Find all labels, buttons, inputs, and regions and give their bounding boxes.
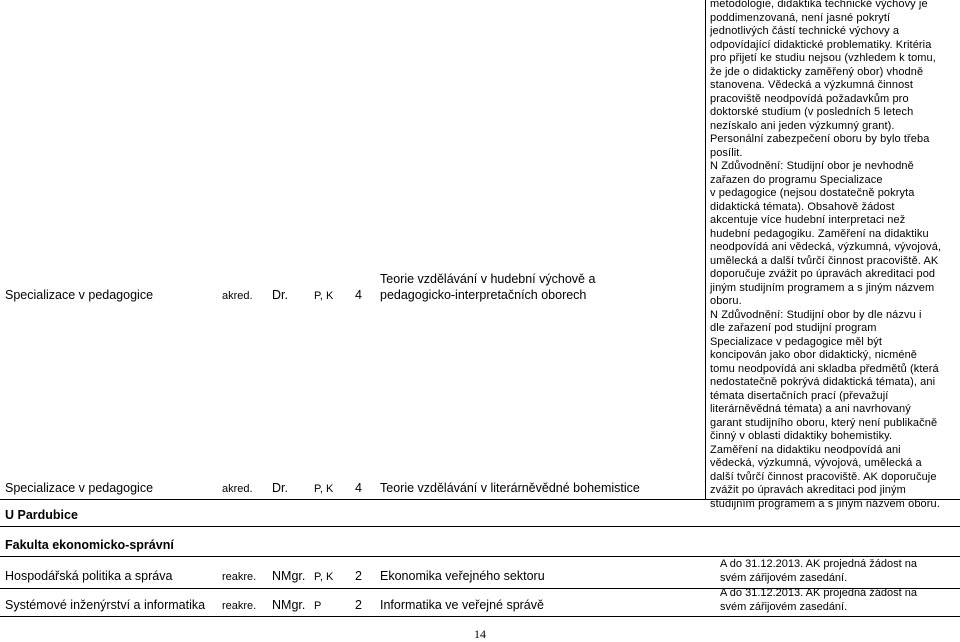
note-line: studijním programem a s jiným názvem oboru. bbox=[710, 497, 940, 510]
note-line: didaktická témata). Obsahově žádost bbox=[710, 200, 895, 213]
page-number: 14 bbox=[474, 627, 486, 641]
note-line: Zaměření na didaktiku neodpovídá ani bbox=[710, 443, 901, 456]
note-line: v pedagogice (nejsou dostatečně pokryta bbox=[710, 187, 915, 199]
note-line: posílit. bbox=[710, 146, 743, 159]
program-name: Specializace v pedagogice bbox=[5, 288, 154, 302]
akreditace-type: akred. bbox=[222, 483, 253, 495]
note-line: doktorské studium (v posledních 5 letech bbox=[710, 106, 914, 118]
akreditace-type: akred. bbox=[222, 290, 253, 302]
note-line: tomu neodpovídá ani skladba předmětů (která bbox=[710, 362, 939, 375]
note-line: odpovídající didaktické problematiky. Kritéria bbox=[710, 38, 932, 51]
note-line: nezískalo ani jeden výzkumný grant). bbox=[710, 119, 895, 132]
study-form: P, K bbox=[314, 483, 334, 495]
note-line: garant studijního oboru, který není publikačně bbox=[710, 416, 938, 429]
note-line: A do 31.12.2013. AK projedná žádost na bbox=[720, 587, 917, 599]
note-line: zvážit po úpravách akreditaci pod jiným bbox=[710, 484, 906, 496]
note-line: pro přijetí ke studiu nejsou (vzhledem k tomu, bbox=[710, 52, 936, 64]
note-line: že jde o didakticky zaměřený obor) vhodně bbox=[710, 65, 924, 78]
note-line: A do 31.12.2013. AK projedná žádost na bbox=[720, 558, 917, 570]
degree-type: NMgr. bbox=[272, 598, 306, 612]
note-line: témata disertačních prací (převažují bbox=[710, 389, 889, 402]
note-line: jednotlivých částí technické výchovy a bbox=[710, 25, 900, 37]
note-line: poddimenzovaná, není jasné pokrytí bbox=[710, 11, 891, 24]
note-line: metodologie, didaktika technické výchovy je bbox=[710, 0, 928, 10]
note-line: dle zařazení pod studijní program bbox=[710, 322, 877, 334]
study-length: 4 bbox=[355, 481, 362, 495]
degree-type: NMgr. bbox=[272, 569, 306, 583]
evaluation-notes bbox=[710, 0, 960, 511]
degree-type: Dr. bbox=[272, 481, 288, 495]
note-line: nedostatečně pokrývá didaktická témata), ani bbox=[710, 376, 936, 388]
note-line: oboru. bbox=[710, 295, 742, 307]
note-line: další tvůrčí činnost pracoviště. AK doporučuje bbox=[710, 470, 937, 483]
note-line: neodpovídá ani vědecká, výzkumná, vývojová, bbox=[710, 241, 942, 253]
note-line: svém zářijovém zasedání. bbox=[720, 572, 848, 584]
degree-type: Dr. bbox=[272, 288, 288, 302]
note-line: činný v oblasti didaktiky bohemistiky. bbox=[710, 430, 893, 442]
program-name: Systémové inženýrství a informatika bbox=[5, 598, 206, 612]
note-line: jiným studijním programem a s jiným názvem bbox=[710, 281, 935, 294]
note-line: N Zdůvodnění: Studijní obor by dle názvu i bbox=[710, 308, 922, 321]
rule-faculty-bottom bbox=[0, 556, 960, 557]
note-line: akcentuje více hudební interpretaci než bbox=[710, 214, 906, 226]
study-length: 4 bbox=[355, 288, 362, 302]
note-line: svém zářijovém zasedání. bbox=[720, 601, 848, 613]
study-form: P, K bbox=[314, 290, 334, 302]
note-line: literárněvědná témata) a ani navrhovaný bbox=[710, 403, 911, 415]
faculty-name: Fakulta ekonomicko-správní bbox=[5, 538, 174, 552]
note-line: N Zdůvodnění: Studijní obor je nevhodně bbox=[710, 160, 914, 172]
note-line: koncipován jako obor didaktický, nicméně bbox=[710, 349, 918, 361]
rule-row-2-bottom bbox=[0, 616, 960, 617]
field-name-line-2: pedagogicko-interpretačních oborech bbox=[380, 288, 587, 302]
note-line: Personální zabezpečení oboru by bylo třeba bbox=[710, 133, 930, 145]
field-name-line-1: Teorie vzdělávání v hudební výchově a bbox=[380, 272, 596, 286]
field-name: Teorie vzdělávání v literárněvědné bohemistice bbox=[380, 481, 640, 495]
study-length: 2 bbox=[355, 598, 362, 612]
akreditace-type: reakre. bbox=[222, 571, 257, 583]
note-line: pracoviště neodpovídá požadavkům pro bbox=[710, 92, 909, 105]
university-name: U Pardubice bbox=[5, 508, 78, 522]
study-form: P, K bbox=[314, 571, 334, 583]
study-length: 2 bbox=[355, 569, 362, 583]
note-line: stanovena. Vědecká a výzkumná činnost bbox=[710, 79, 914, 91]
rule-university-bottom bbox=[0, 526, 960, 527]
program-name: Specializace v pedagogice bbox=[5, 481, 154, 495]
field-name: Informatika ve veřejné správě bbox=[380, 598, 544, 612]
note-line: Specializace v pedagogice měl být bbox=[710, 335, 883, 348]
akreditace-type: reakre. bbox=[222, 600, 257, 612]
note-line: vědecká, výzkumná, vývojová, umělecká a bbox=[710, 457, 922, 469]
note-line: hudební pedagogiku. Zaměření na didaktiku bbox=[710, 227, 929, 240]
note-line: umělecká a další tvůrčí činnost pracoviště. AK bbox=[710, 254, 939, 267]
note-line: doporučuje zvážit po úpravách akreditaci pod bbox=[710, 268, 936, 280]
program-name: Hospodářská politika a správa bbox=[5, 569, 173, 583]
rule-notes-column bbox=[705, 0, 706, 500]
note-line: zařazen do programu Specializace bbox=[710, 173, 883, 186]
field-name: Ekonomika veřejného sektoru bbox=[380, 569, 545, 583]
study-form: P bbox=[314, 600, 322, 612]
